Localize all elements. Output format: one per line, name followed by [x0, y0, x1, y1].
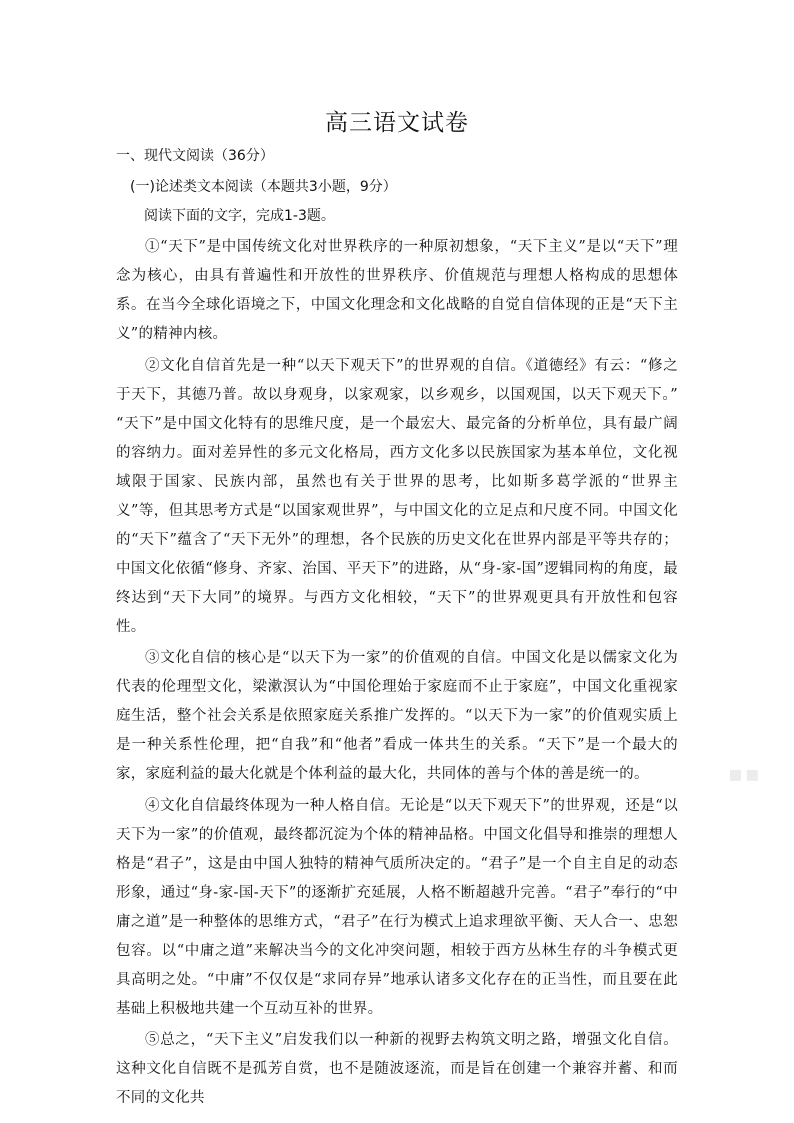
passage-body — [116, 233, 678, 1116]
passage-paragraph-2: ②文化自信首先是一种“以天下观天下”的世界观的自信。《道德经》有云：“修之于天下，其德乃普。故以身观身，以家观家，以乡观乡，以国观国，以天下观天下。” “天下”是中国文化特有的思维尺度，是一个最宏大、最完备的分析单位，具有最广阔的容纳力。面对差异性的多元文化格局，西方文化多以民族国家为基本单位，文化视域限于国家、民族内部，虽然也有关于世界的思考，比如斯多葛学派的“世界主义”等，但其思考方式是“以国家观世界”，与中国文化的立足点和尺度不同。中国文化的“天下”蕴含了“天下无外”的理想，各个民族的历史文化在世界内部是平等共存的；中国文化依循“修身、齐家、治国、平天下”的进路，从“身-家-国”逻辑同构的角度，最终达到“天下大同”的境界。与西方文化相较，“天下”的世界观更具有开放性和包容性。 — [116, 357, 678, 635]
passage-paragraph-5: ⑤总之，“天下主义”启发我们以一种新的视野去构筑文明之路，增强文化自信。这种文化自信既不是孤芳自赏，也不是随波逐流，而是旨在创建一个兼容并蓄、和而不同的文化共 — [116, 1032, 678, 1106]
passage-paragraph-4: ④文化自信最终体现为一种人格自信。无论是“以天下观天下”的世界观，还是“以天下为一家”的价值观，最终都沉淀为个体的精神品格。中国文化倡导和推崇的理想人格是“君子”，这是由中国人独特的精神气质所决定的。“君子”是一个自主自足的动态形象，通过“身-家-国-天下”的逐渐扩充延展，人格不断超越升完善。“君子”奉行的“中庸之道”是一种整体的思维方式，“君子”在行为模式上追求理欲平衡、天人合一、忠恕包容。以“中庸之道”来解决当今的文化冲突问题，相较于西方丛林生存的斗争模式更具高明之处。“中庸”不仅仅是“求同存异”地承认诸多文化存在的正当性，而且要在此基础上积极地共建一个互动互补的世界。 — [116, 797, 678, 1017]
section-heading: 一、现代文阅读（36分） — [116, 148, 274, 164]
watermark-mark: ▪▪ — [728, 762, 762, 787]
exam-title: 高三语文试卷 — [325, 110, 469, 136]
reading-instruction: 阅读下面的文字，完成1-3题。 — [144, 208, 335, 224]
subsection-heading: (一)论述类文本阅读（本题共3小题，9分） — [130, 179, 397, 195]
passage-paragraph-1: ①“天下”是中国传统文化对世界秩序的一种原初想象，“天下主义”是以“天下”理念为核心，由具有普遍性和开放性的世界秩序、价值规范与理想人格构成的思想体系。在当今全球化语境之下，中国文化理念和文化战略的自觉自信体现的正是“天下主义”的精神内核。 — [116, 239, 678, 342]
passage-paragraph-3: ③文化自信的核心是“以天下为一家”的价值观的自信。中国文化是以儒家文化为代表的伦理型文化，梁漱溟认为“中国伦理始于家庭而不止于家庭”，中国文化重视家庭生活，整个社会关系是依照家庭关系推广发挥的。“以天下为一家”的价值观实质上是一种关系性伦理，把“自我”和“他者”看成一体共生的关系。“天下”是一个最大的家，家庭利益的最大化就是个体利益的最大化，共同体的善与个体的善是统一的。 — [116, 650, 678, 782]
